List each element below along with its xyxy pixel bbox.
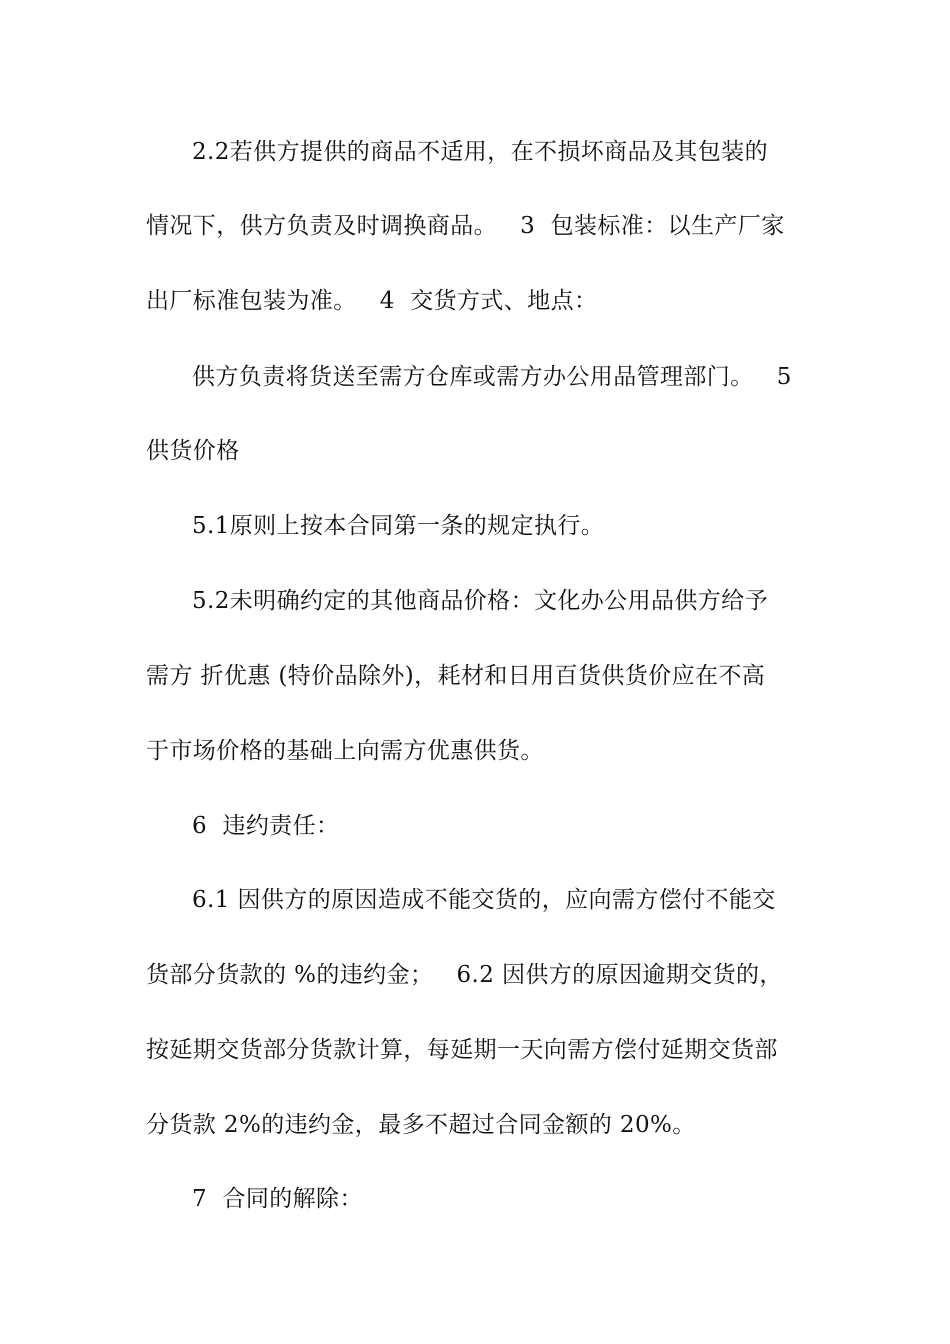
clause-6-2-line-2: 分货款 2%的违约金，最多不超过合同金额的 20%。 [146,1112,696,1138]
clause-5-1-line: 5.1原则上按本合同第一条的规定执行。 [192,513,605,539]
clause-7-heading: 7 合同的解除： [192,1186,363,1212]
clause-5-2-line-1: 5.2未明确约定的其他商品价格：文化办公用品供方给予 [192,588,768,614]
clause-6-2-line-1: 按延期交货部分货款计算，每延期一天向需方偿付延期交货部 [146,1037,778,1063]
clause-6-heading: 6 违约责任： [192,813,340,839]
clause-6-1-line-1: 6.1 因供方的原因造成不能交货的，应向需方偿付不能交 [192,887,776,913]
clause-4-detail-line: 供方负责将货送至需方仓库或需方办公用品管理部门。 5 [192,364,792,390]
clause-3-4-line: 出厂标准包装为准。 4 交货方式、地点： [146,288,598,314]
clause-5-2-line-2: 需方 折优惠 (特价品除外)，耗材和日用百货供货价应在不高 [146,663,766,689]
clause-5-2-line-3: 于市场价格的基础上向需方优惠供货。 [146,738,544,764]
clause-5-heading: 供货价格 [146,438,240,464]
clause-6-1-line-2: 货部分货款的 %的违约金； 6.2 因供方的原因逾期交货的， [146,962,783,988]
clause-2-2-line-1: 2.2若供方提供的商品不适用，在不损坏商品及其包装的 [192,139,768,165]
clause-2-2-line-2: 情况下，供方负责及时调换商品。 3 包装标准：以生产厂家 [146,213,785,239]
